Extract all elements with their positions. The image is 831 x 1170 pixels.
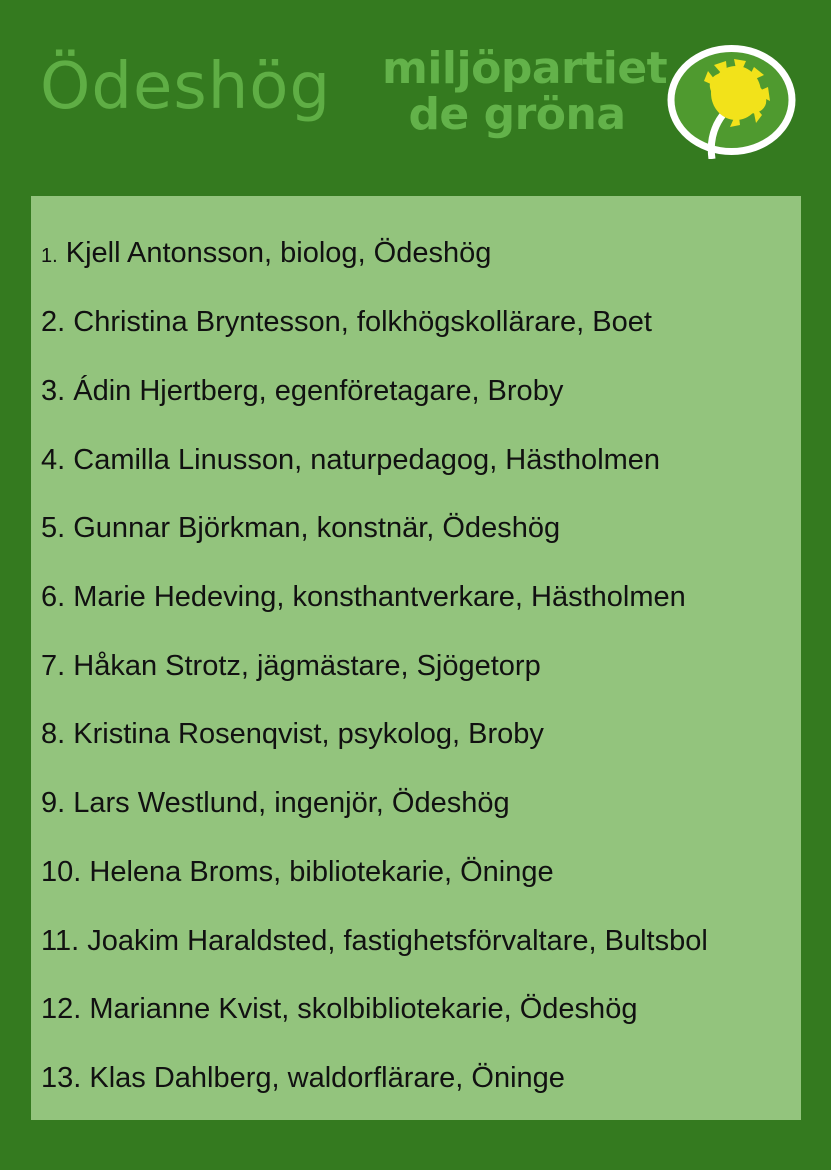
candidate-number: 11. — [41, 925, 80, 957]
candidate-number: 3. — [41, 375, 66, 407]
list-item — [41, 511, 560, 545]
party-name-line2: de gröna — [408, 89, 626, 140]
list-item — [41, 443, 660, 477]
candidate-text: Kristina Rosenqvist, psykolog, Broby — [73, 718, 544, 750]
candidate-text: Christina Bryntesson, folkhögskollärare, Boet — [73, 306, 652, 338]
list-item — [41, 855, 554, 889]
candidate-text: Klas Dahlberg, waldorflärare, Öninge — [89, 1062, 565, 1094]
candidate-number: 9. — [41, 787, 66, 819]
candidate-text: Ádin Hjertberg, egenföretagare, Broby — [73, 375, 564, 407]
candidate-number: 13. — [41, 1062, 82, 1094]
party-name-line1: miljöpartiet — [382, 43, 668, 94]
candidate-number: 1. — [41, 245, 58, 267]
list-item — [41, 580, 686, 614]
town-title: Ödeshög — [40, 50, 332, 124]
candidate-text: Kjell Antonsson, biolog, Ödeshög — [65, 237, 492, 269]
party-wordmark — [382, 43, 668, 140]
candidate-number: 6. — [41, 581, 66, 613]
candidate-text: Lars Westlund, ingenjör, Ödeshög — [73, 787, 510, 819]
candidate-number: 2. — [41, 306, 66, 338]
list-item — [41, 924, 708, 958]
candidate-text: Helena Broms, bibliotekarie, Öninge — [89, 856, 554, 888]
list-item — [41, 786, 510, 820]
header — [0, 0, 831, 190]
candidate-text: Gunnar Björkman, konstnär, Ödeshög — [73, 512, 561, 544]
candidate-number: 5. — [41, 512, 66, 544]
candidate-number: 10. — [41, 856, 82, 888]
candidate-text: Marie Hedeving, konsthantverkare, Hästholmen — [73, 581, 686, 613]
candidate-text: Håkan Strotz, jägmästare, Sjögetorp — [73, 650, 541, 682]
list-item — [41, 1061, 565, 1095]
candidate-number: 7. — [41, 650, 66, 682]
list-item — [41, 717, 544, 751]
list-item — [41, 649, 541, 683]
candidate-number: 12. — [41, 993, 82, 1025]
dandelion-logo-icon — [664, 41, 799, 159]
candidate-number: 8. — [41, 718, 66, 750]
candidate-number: 4. — [41, 444, 66, 476]
list-item — [41, 374, 563, 408]
candidate-text: Marianne Kvist, skolbibliotekarie, Ödeshög — [89, 993, 638, 1025]
candidate-text: Joakim Haraldsted, fastighetsförvaltare, Bultsbol — [87, 925, 708, 957]
list-item — [41, 992, 637, 1026]
candidate-panel — [31, 196, 801, 1120]
list-item — [41, 236, 491, 273]
candidate-text: Camilla Linusson, naturpedagog, Hästholmen — [73, 444, 661, 476]
list-item — [41, 305, 652, 339]
